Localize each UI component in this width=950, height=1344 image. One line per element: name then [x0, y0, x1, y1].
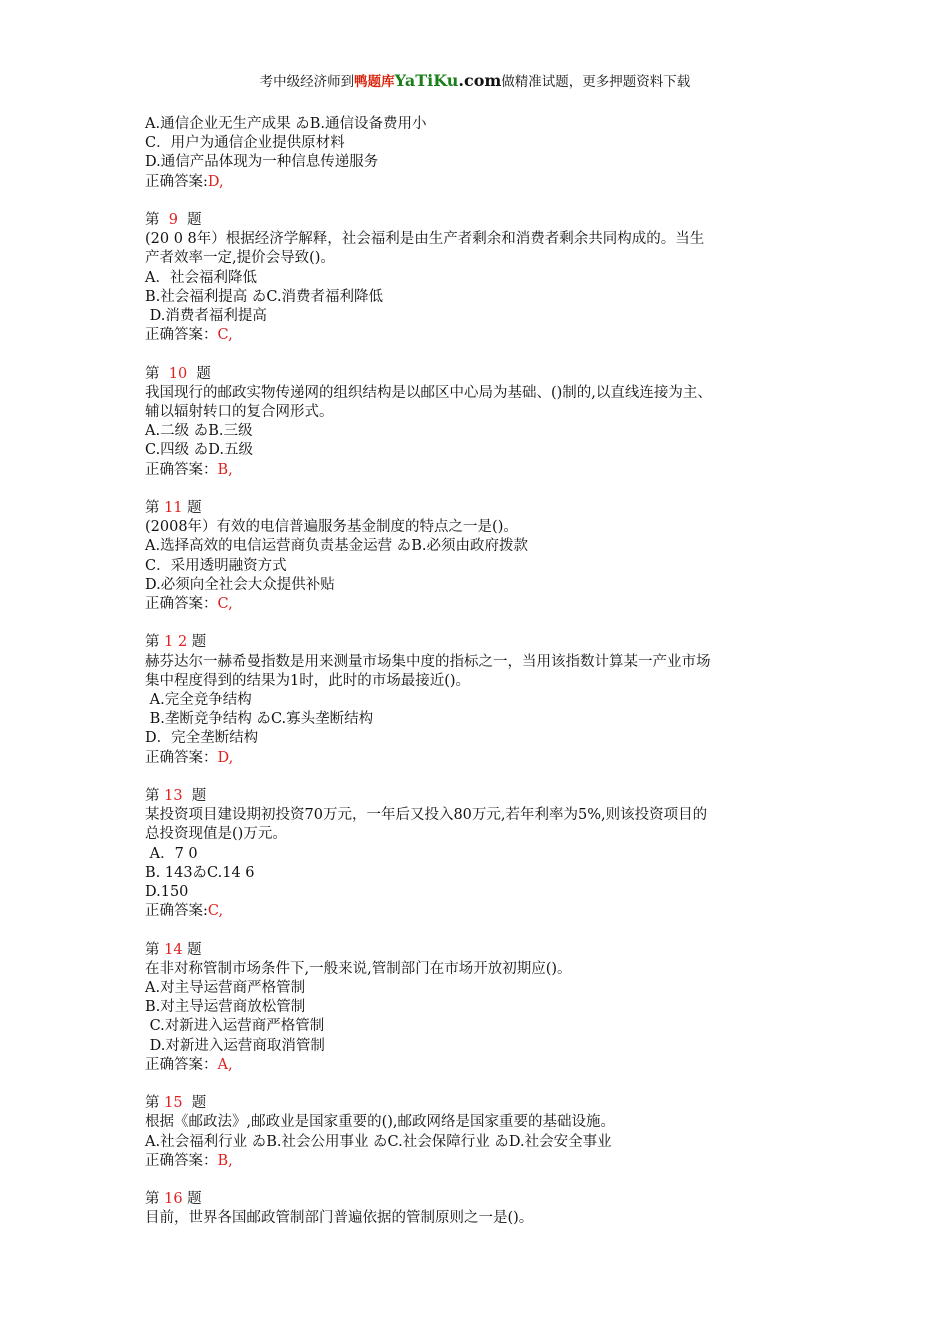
answer-label: 正确答案：	[145, 1056, 218, 1073]
answer-line	[145, 461, 825, 480]
brand-domain-suffix[interactable]: .com	[458, 71, 502, 90]
question-block	[145, 365, 825, 480]
question-text-line: D．完全垄断结构	[145, 730, 259, 747]
question-gap	[145, 480, 825, 499]
question-prefix: 第	[145, 500, 165, 517]
answer-label: 正确答案：	[145, 327, 218, 344]
question-text-line: B.垄断竞争结构 ゐC.寡头垄断结构	[145, 711, 374, 728]
question-suffix: 题	[177, 212, 202, 228]
question-text-line: A.选择高效的电信运营商负责基金运营 ゐB.必须由政府拨款	[145, 538, 528, 555]
question-gap	[145, 1075, 825, 1094]
question-block	[145, 499, 825, 614]
answer-line	[145, 173, 825, 192]
question-prefix: 第	[145, 1095, 165, 1112]
header-prefix: 考中级经济师到	[259, 74, 355, 90]
question-stem-line: 我国现行的邮政实物传递网的组织结构是以邮区中心局为基础、()制的,以直线连接为主、	[145, 384, 712, 401]
question-number-line	[145, 211, 825, 230]
question-number: 1 2	[164, 634, 188, 651]
answer-line	[145, 749, 825, 768]
question-prefix: 第	[145, 212, 169, 228]
question-text-line: A.对主导运营商严格管制	[145, 980, 306, 997]
option-line: D.通信产品体现为一种信息传递服务	[145, 154, 379, 171]
question-gap	[145, 345, 825, 364]
question-suffix: 题	[182, 500, 202, 517]
question-gap	[145, 614, 825, 633]
brand-name-cn[interactable]: 鸭题库	[354, 74, 395, 90]
question-number: 10	[168, 365, 188, 382]
option-line: C．用户为通信企业提供原材料	[145, 135, 345, 152]
question-prefix: 第	[145, 365, 169, 382]
answer-value: B,	[217, 461, 233, 478]
page-header	[0, 70, 950, 93]
question-text-line: B. 143ゐC.14 6	[145, 864, 255, 881]
question-text-line: 总投资现值是()万元。	[145, 826, 287, 843]
question-text-line: C．采用透明融资方式	[145, 557, 287, 574]
previous-question-tail	[145, 115, 825, 192]
question-suffix: 题	[182, 788, 207, 805]
brand-name-en[interactable]: YaTiKu	[394, 71, 459, 90]
question-prefix: 第	[145, 634, 165, 651]
question-text-line: D.150	[145, 884, 189, 901]
question-suffix: 题	[187, 634, 207, 651]
question-stem-line: 在非对称管制市场条件下,一般来说,管制部门在市场开放初期应()。	[145, 960, 572, 977]
answer-label: 正确答案:	[145, 173, 208, 190]
answer-value: A,	[217, 1056, 233, 1073]
question-block	[145, 787, 825, 921]
answer-label: 正确答案：	[145, 749, 218, 766]
answer-line	[145, 595, 825, 614]
question-text-line: 辅以辐射转口的复合网形式。	[145, 404, 334, 421]
question-block	[145, 1190, 825, 1228]
answer-line	[145, 1056, 825, 1075]
question-content	[145, 115, 825, 1229]
header-suffix: 做精准试题，更多押题资料下载	[501, 74, 691, 90]
answer-line	[145, 326, 825, 345]
question-stem-line: 某投资项目建设期初投资70万元，一年后又投入80万元,若年利率为5%,则该投资项目的	[145, 807, 708, 824]
question-text-line: A.完全竞争结构	[145, 692, 252, 709]
question-number: 16	[164, 1191, 183, 1208]
answer-line	[145, 902, 825, 921]
question-text-line: A．社会福利降低	[145, 269, 257, 286]
question-stem-line: (20 0 8年）根据经济学解释，社会福利是由生产者剩余和消费者剩余共同构成的。当生	[145, 231, 705, 248]
question-number-line	[145, 633, 825, 652]
question-number-line	[145, 941, 825, 960]
question-gap	[145, 192, 825, 211]
question-suffix: 题	[187, 365, 211, 382]
question-prefix: 第	[145, 788, 165, 805]
question-number-line	[145, 499, 825, 518]
question-text-line: D.消费者福利提高	[145, 308, 267, 325]
question-stem-line: 根据《邮政法》,邮政业是国家重要的(),邮政网络是国家重要的基础设施。	[145, 1114, 616, 1131]
question-number: 13	[164, 788, 183, 805]
question-text-line: C.对新进入运营商严格管制	[145, 1018, 325, 1035]
question-gap	[145, 921, 825, 940]
question-number: 15	[164, 1095, 183, 1112]
question-text-line: B.对主导运营商放松管制	[145, 999, 306, 1016]
question-number: 14	[164, 941, 183, 958]
question-stem-line: 目前，世界各国邮政管制部门普遍依据的管制原则之一是()。	[145, 1210, 534, 1227]
answer-value: C,	[207, 903, 224, 920]
question-number-line	[145, 1190, 825, 1209]
question-number-line	[145, 365, 825, 384]
question-text-line: D.必须向全社会大众提供补贴	[145, 576, 335, 593]
answer-value: D,	[207, 173, 224, 190]
question-prefix: 第	[145, 1191, 165, 1208]
answer-value: C,	[217, 327, 233, 344]
question-text-line: C.四级 ゐD.五级	[145, 442, 254, 459]
question-text-line: D.对新进入运营商取消管制	[145, 1037, 325, 1054]
answer-label: 正确答案:	[145, 903, 208, 920]
question-block	[145, 1094, 825, 1171]
answer-value: C,	[217, 596, 233, 613]
question-stem-line: 赫芬达尔一赫希曼指数是用来测量市场集中度的指标之一，当用该指数计算某一产业市场	[145, 653, 711, 670]
question-text-line: 集中程度得到的结果为1时，此时的市场最接近()。	[145, 672, 471, 689]
question-suffix: 题	[182, 1191, 202, 1208]
question-text-line: B.社会福利提高 ゐC.消费者福利降低	[145, 288, 384, 305]
answer-label: 正确答案：	[145, 596, 218, 613]
answer-value: B,	[217, 1152, 233, 1169]
answer-label: 正确答案：	[145, 1152, 218, 1169]
question-text-line: A.二级 ゐB.三级	[145, 423, 253, 440]
question-number: 9	[168, 212, 178, 228]
question-number-line	[145, 1094, 825, 1113]
answer-line	[145, 1152, 825, 1171]
question-stem-line: (2008年）有效的电信普遍服务基金制度的特点之一是()。	[145, 519, 518, 536]
question-text-line: 产者效率一定,提价会导致()。	[145, 250, 335, 267]
question-block	[145, 941, 825, 1075]
question-list	[145, 192, 825, 1229]
question-gap	[145, 1171, 825, 1190]
question-suffix: 题	[182, 1095, 207, 1112]
question-number: 11	[164, 500, 183, 517]
question-text-line: A．7 0	[145, 845, 198, 862]
question-prefix: 第	[145, 941, 165, 958]
answer-value: D,	[217, 749, 234, 766]
question-text-line: A.社会福利行业 ゐB.社会公用事业 ゐC.社会保障行业 ゐD.社会安全事业	[145, 1133, 612, 1150]
question-number-line	[145, 787, 825, 806]
option-line: A.通信企业无生产成果 ゐB.通信设备费用小	[145, 116, 427, 132]
question-suffix: 题	[182, 941, 202, 958]
question-block	[145, 633, 825, 767]
question-block	[145, 211, 825, 345]
question-gap	[145, 768, 825, 787]
answer-label: 正确答案：	[145, 461, 218, 478]
